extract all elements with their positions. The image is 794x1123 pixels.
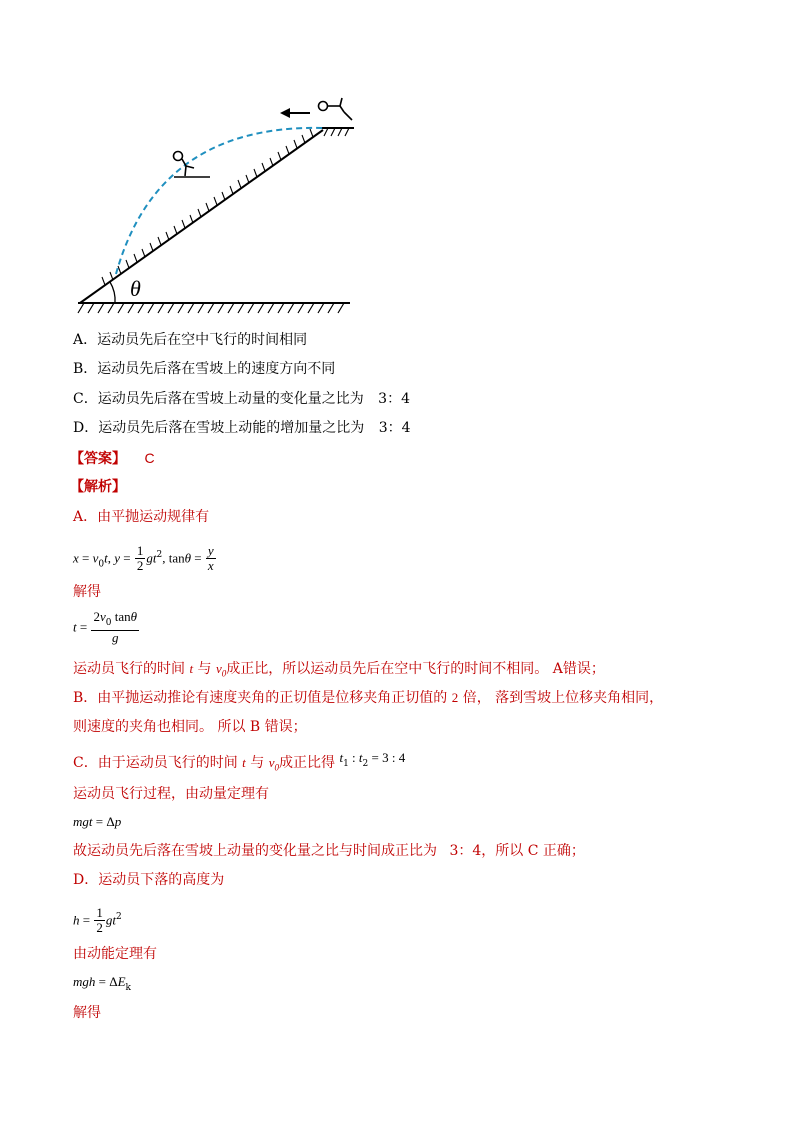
analysis-c-line-2: 运动员飞行过程，由动量定理有 [73, 786, 269, 802]
analysis-b-line-1: B．由平抛运动推论有速度夹角的正切值是位移夹角正切值的 2 倍， 落到雪坡上位移夹角相同， [73, 690, 664, 706]
option-d: D．运动员先后落在雪坡上动能的增加量之比为 3：4 [73, 420, 411, 436]
analysis-b-line-2: 则速度的夹角也相同。 所以 B 错误； [73, 719, 307, 735]
analysis-a-conclusion: 运动员飞行的时间 t 与 $v_0$成正比，所以运动员先后在空中飞行的时间不相同。 A错误； [73, 661, 605, 679]
slope-line [80, 130, 323, 303]
analysis-d-line-2: 由动能定理有 [73, 946, 157, 962]
skier-top-icon [319, 98, 353, 120]
analysis-solve-2: 解得 [73, 1005, 101, 1021]
analysis-c-line-3: 故运动员先后落在雪坡上动量的变化量之比与时间成正比为 3：4，所以 C 正确； [73, 843, 585, 859]
slope-hatching [102, 129, 313, 285]
formula-momentum: mgt = Δp [73, 814, 122, 829]
answer-value: C [144, 450, 155, 466]
angle-label: θ [130, 276, 141, 301]
analysis-a-head: A．由平抛运动规律有 [73, 509, 210, 525]
formula-time: t = $\frac{2v_0 \tan\theta}{g}$ [73, 609, 138, 645]
skier-air-icon [174, 152, 211, 178]
option-c: C．运动员先后落在雪坡上动量的变化量之比为 3：4 [73, 391, 410, 407]
angle-arc [110, 282, 115, 303]
formula-energy: mgh = $\Delta E_k$ [73, 974, 132, 993]
answer-row [70, 448, 155, 469]
option-b: B．运动员先后落在雪坡上的速度方向不同 [73, 361, 336, 377]
answer-label: 【答案】 [70, 451, 126, 467]
trajectory-dashed [116, 128, 323, 274]
analysis-label: 【解析】 [70, 479, 126, 495]
analysis-c-line-1: C．由于运动员飞行的时间 t 与 $v_0$成正比得 $t_1$ : $t_2 = 3$ : 4 [73, 750, 406, 773]
velocity-arrow-icon [280, 108, 310, 118]
analysis-solve-1: 解得 [73, 584, 101, 600]
formula-height: h = $\frac{1}{2}$ $gt^2$ [73, 905, 122, 936]
option-a: A．运动员先后在空中飞行的时间相同 [73, 332, 308, 348]
formula-projectile: $x = v_0t$, y = $\frac{1}{2}$ $gt^2$, tanθ = $\frac{y}{x}$ [73, 543, 214, 574]
ground-hatching [78, 303, 344, 313]
ski-jump-figure [70, 92, 360, 322]
analysis-d-line-1: D．运动员下落的高度为 [73, 872, 225, 888]
top-platform-hatching [324, 128, 349, 136]
